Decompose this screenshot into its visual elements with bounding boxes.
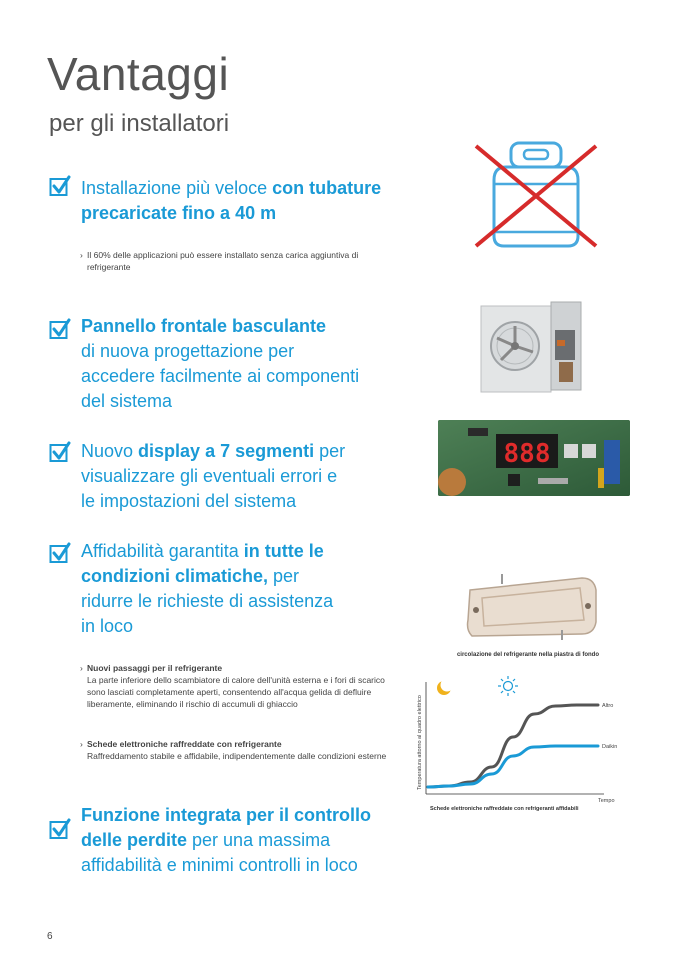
feature-line — [81, 364, 359, 389]
bullet-arrow: › — [80, 663, 83, 673]
feature-text: in loco — [81, 616, 134, 636]
series-label-altro: Altro — [602, 703, 614, 709]
feature-heading — [81, 176, 381, 226]
feature-text: precaricate fino a 40 m — [81, 203, 277, 223]
bullet-text: Raffreddamento stabile e affidabile, indipendentemente dalle condizioni esterne — [87, 751, 387, 761]
gas-cylinder-crossed-icon — [470, 140, 602, 252]
feature-line — [81, 439, 345, 464]
page-subtitle: per gli installatori — [49, 110, 230, 137]
feature-text: Nuovo — [81, 441, 139, 461]
series-line-daikin — [428, 746, 598, 787]
feature-heading — [81, 539, 333, 639]
feature-heading — [81, 803, 371, 878]
feature-line — [81, 614, 333, 639]
bullet-title: Nuovi passaggi per il refrigerante — [87, 663, 223, 673]
feature-text: di nuova progettazione per — [81, 341, 295, 361]
feature-line — [81, 314, 359, 339]
feature-text: Pannello frontale basculante — [81, 316, 327, 336]
bullet-title: Schede elettroniche raffreddate con refrigerante — [87, 739, 282, 749]
checkbox-icon — [49, 318, 71, 340]
feature-text: visualizzare gli eventuali errori e — [81, 466, 338, 486]
feature-line — [81, 539, 333, 564]
image-caption: circolazione del refrigerante nella piastra di fondo — [456, 652, 600, 658]
page-title: Vantaggi — [47, 48, 230, 100]
feature-line — [81, 803, 371, 828]
checkbox-icon — [49, 441, 71, 463]
bullet-text: La parte inferiore dello scambiatore di calore dell'unità esterna e i fori di scarico sono lasciati completamente aperti, consentendo all'acqua gelida di defluire liberamente, eliminando il rischio di accumuli di ghiaccio — [87, 675, 385, 709]
feature-text: ridurre le richieste di assistenza — [81, 591, 334, 611]
display-board-image — [438, 420, 630, 496]
feature-text: Installazione più veloce — [81, 178, 273, 198]
feature-line — [81, 201, 381, 226]
base-plate-image — [462, 570, 602, 642]
bullet-item — [80, 662, 397, 710]
feature-line — [81, 828, 371, 853]
feature-text: con tubature — [272, 178, 382, 198]
feature-line — [81, 339, 359, 364]
bullet-text: Il 60% delle applicazioni può essere installato senza carica aggiuntiva di refrigerante — [87, 250, 359, 272]
feature-line — [81, 464, 345, 489]
feature-text: in tutte le — [243, 541, 324, 561]
bullet-arrow: › — [80, 250, 83, 260]
moon-icon — [437, 679, 454, 696]
page-number: 6 — [47, 931, 53, 942]
feature-text: per — [314, 441, 346, 461]
feature-line — [81, 589, 333, 614]
feature-line — [81, 489, 345, 514]
outdoor-unit-image — [475, 300, 585, 396]
feature-line — [81, 853, 371, 878]
feature-text: condizioni climatiche, — [81, 566, 269, 586]
feature-heading — [81, 314, 359, 414]
feature-text: delle perdite — [81, 830, 188, 850]
bullet-item — [80, 738, 387, 762]
feature-text: accedere facilmente ai componenti — [81, 366, 360, 386]
feature-text: Funzione integrata per il controllo — [81, 805, 372, 825]
checkbox-icon — [49, 542, 71, 564]
feature-text: affidabilità e minimi controlli in loco — [81, 855, 358, 875]
feature-text: display a 7 segmenti — [138, 441, 315, 461]
checkbox-icon — [49, 818, 71, 840]
feature-line — [81, 176, 381, 201]
feature-text: Affidabilità garantita — [81, 541, 244, 561]
checkbox-icon — [49, 175, 71, 197]
feature-text: le impostazioni del sistema — [81, 491, 297, 511]
sun-icon — [498, 676, 518, 696]
feature-line — [81, 564, 333, 589]
bullet-item — [80, 249, 387, 273]
bullet-arrow: › — [80, 739, 83, 749]
feature-line — [81, 389, 359, 414]
feature-text: per — [268, 566, 300, 586]
seven-segment-display: 888 — [503, 439, 551, 469]
chart-caption: Schede elettroniche raffreddate con refrigeranti affidabili — [430, 806, 579, 812]
temperature-chart — [408, 672, 634, 820]
feature-heading — [81, 439, 345, 514]
series-label-daikin: Daikin — [602, 744, 618, 750]
feature-text: per una massima — [187, 830, 331, 850]
feature-text: del sistema — [81, 391, 173, 411]
chart-ylabel: Temperatura attorno al quadro elettrico — [417, 695, 423, 790]
chart-xlabel: Tempo — [598, 798, 615, 804]
